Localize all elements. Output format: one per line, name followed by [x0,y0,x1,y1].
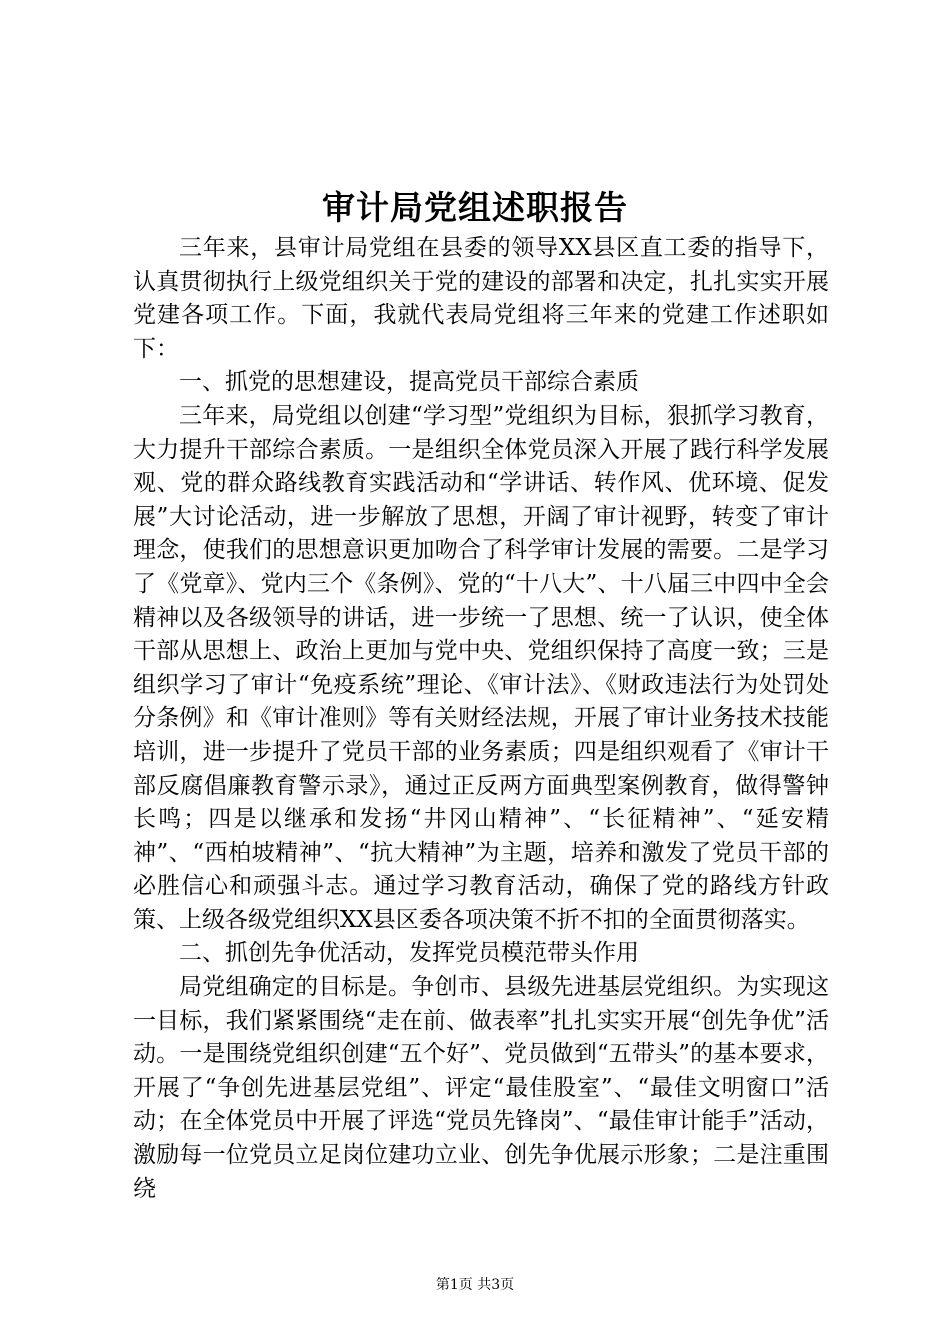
paragraph-section-2: 局党组确定的目标是。争创市、县级先进基层党组织。为实现这一目标，我们紧紧围绕“走在前、做表率”扎扎实实开展“创先争优”活动。一是围绕党组织创建“五个好”、党员做到“五带头”的基本要求，开展了“争创先进基层党组”、评定“最佳股室”、“最佳文明窗口”活动；在全体党员中开展了评选“党员先锋岗”、“最佳审计能手”活动，激励每一位党员立足岗位建功立业、创先争优展示形象；二是注重围绕 [133,974,829,1202]
paragraph-section-1: 三年来，局党组以创建“学习型”党组织为目标，狠抓学习教育，大力提升干部综合素质。一是组织全体党员深入开展了践行科学发展观、党的群众路线教育实践活动和“学讲话、转作风、优环境、促发展”大讨论活动，进一步解放了思想，开阔了审计视野，转变了审计理念，使我们的思想意识更加吻合了科学审计发展的需要。二是学习了《党章》、党内三个《条例》、党的“十八大”、十八届三中四中全会精神以及各级领导的讲话，进一步统一了思想、统一了认识，使全体干部从思想上、政治上更加与党中央、党组织保持了高度一致；三是组织学习了审计“免疫系统”理论、《审计法》、《财政违法行为处罚处分条例》和《审计准则》等有关财经法规，开展了审计业务技术技能培训，进一步提升了党员干部的业务素质；四是组织观看了《审计干部反腐倡廉教育警示录》，通过正反两方面典型案例教育，做得警钟长鸣；四是以继承和发扬“井冈山精神”、“长征精神”、“延安精神”、“西柏坡精神”、“抗大精神”为主题，培养和激发了党员干部的必胜信心和顽强斗志。通过学习教育活动，确保了党的路线方针政策、上级各级党组织XX县区委各项决策不折不扣的全面贯彻落实。 [133,402,829,933]
section-heading-1: 一、抓党的思想建设，提高党员干部综合素质 [179,369,639,396]
document-title: 审计局党组述职报告 [322,188,628,227]
document-body [133,232,829,1206]
section-heading-2: 二、抓创先争优活动，发挥党员模范带头作用 [179,940,639,967]
paragraph-intro: 三年来，县审计局党组在县委的领导XX县区直工委的指导下，认真贯彻执行上级党组织关于党的建设的部署和决定，扎扎实实开展党建各项工作。下面，我就代表局党组将三年来的党建工作述职如下： [133,235,829,362]
page-footer: 第1页 共3页 [435,1277,515,1293]
